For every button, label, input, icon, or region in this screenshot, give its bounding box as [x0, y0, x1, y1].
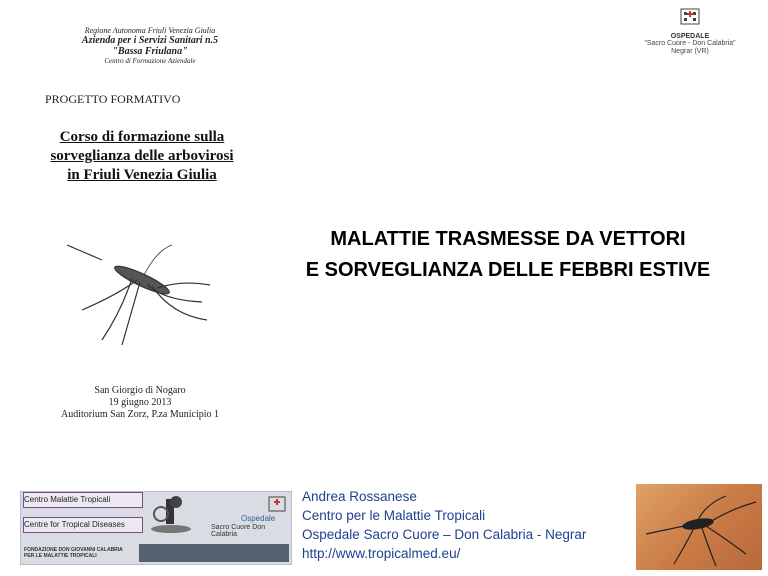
agency-line: Azienda per i Servizi Sanitari n.5 — [81, 35, 219, 46]
document-header — [40, 26, 260, 65]
venue-block — [40, 385, 240, 421]
author-hospital: Ospedale Sacro Cuore – Don Calabria - Negrar — [302, 527, 587, 542]
banner-hospital: Ospedale — [241, 514, 276, 523]
author-block — [302, 487, 586, 563]
author-department: Centro per le Malattie Tropicali — [302, 508, 486, 523]
banner-foundation — [24, 547, 123, 559]
banner-italian-name: Centro Malattie Tropicali — [24, 495, 111, 504]
slide-title — [262, 224, 754, 286]
author-name: Andrea Rossanese — [302, 489, 417, 504]
microscope-icon — [146, 494, 196, 534]
project-label: PROGETTO FORMATIVO — [45, 92, 181, 106]
hospital-building-icon — [268, 496, 286, 512]
course-title — [28, 128, 256, 185]
venue-place: San Giorgio di Nogaro — [94, 385, 186, 396]
banner-photo-strip — [139, 544, 289, 562]
hospital-logo — [620, 6, 760, 56]
hospital-logo-name: "Sacro Cuore - Don Calabria" — [644, 40, 736, 47]
region-line: Regione Autonoma Friuli Venezia Giulia — [84, 26, 216, 35]
banner-foundation-line-1: FONDAZIONE DON GIOVANNI CALABRIA — [24, 547, 123, 553]
hospital-building-icon — [680, 6, 700, 26]
venue-address: Auditorium San Zorz, P.za Municipio 1 — [60, 409, 220, 420]
banner-hospital-sub: Sacro Cuore Don Calabria — [211, 524, 266, 538]
mosquito-silhouette — [636, 484, 762, 570]
course-line-1: Corso di formazione sulla — [59, 129, 225, 145]
hospital-logo-title: OSPEDALE — [670, 33, 710, 40]
training-center-line: Centro di Formazione Aziendale — [104, 57, 196, 65]
banner-english-name: Centre for Tropical Diseases — [24, 520, 125, 529]
tropical-center-banner — [20, 491, 292, 565]
mosquito-photo — [636, 484, 762, 570]
author-url[interactable]: http://www.tropicalmed.eu/ — [302, 546, 461, 561]
venue-date: 19 giugno 2013 — [108, 397, 172, 408]
title-line-1: MALATTIE TRASMESSE DA VETTORI — [330, 228, 686, 250]
district-line: "Bassa Friulana" — [112, 46, 188, 57]
course-line-2: sorveglianza delle arbovirosi — [50, 148, 234, 164]
hospital-logo-city: Negrar (VR) — [671, 48, 709, 55]
mosquito-drawing — [62, 240, 212, 350]
title-line-2: E SORVEGLIANZA DELLE FEBBRI ESTIVE — [305, 259, 711, 281]
banner-foundation-line-2: PER LE MALATTIE TROPICALI — [24, 553, 97, 559]
course-line-3: in Friuli Venezia Giulia — [67, 167, 217, 183]
